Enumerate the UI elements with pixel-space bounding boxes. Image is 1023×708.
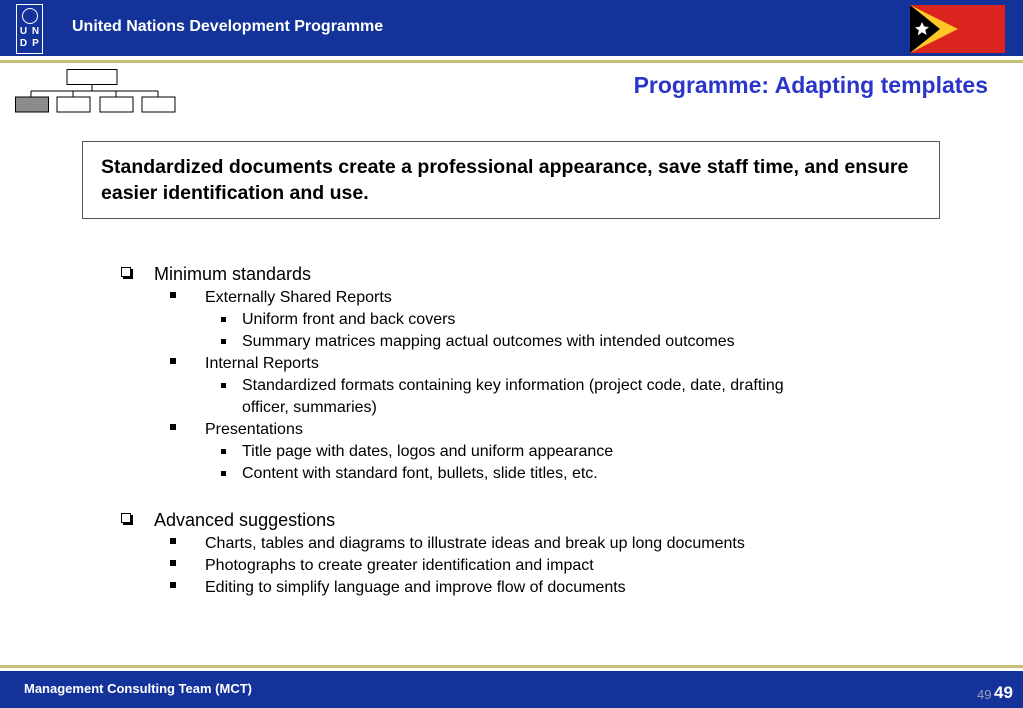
square-bullet-icon <box>170 424 176 430</box>
list-item: Externally Shared Reports <box>205 289 392 306</box>
list-item: Photographs to create greater identification and impact <box>205 557 594 574</box>
org-title: United Nations Development Programme <box>72 18 384 35</box>
square-bullet-icon <box>221 449 226 454</box>
undp-logo <box>16 4 43 54</box>
square-bullet-icon <box>170 538 176 544</box>
checkbox-bullet-icon <box>121 267 131 277</box>
square-bullet-icon <box>170 582 176 588</box>
sub-list-item: Content with standard font, bullets, slide titles, etc. <box>242 465 598 482</box>
square-bullet-icon <box>221 471 226 476</box>
sub-list-item: Uniform front and back covers <box>242 311 456 328</box>
list-item: Editing to simplify language and improve flow of documents <box>205 579 626 596</box>
list-item: Charts, tables and diagrams to illustrate ideas and break up long documents <box>205 535 745 552</box>
sub-list-item: Summary matrices mapping actual outcomes with intended outcomes <box>242 333 735 350</box>
square-bullet-icon <box>170 358 176 364</box>
header-accent-line <box>0 60 1023 63</box>
square-bullet-icon <box>221 339 226 344</box>
section-heading: Advanced suggestions <box>154 510 336 530</box>
footer-accent-line <box>0 665 1023 668</box>
slide-title: Programme: Adapting templates <box>633 72 988 98</box>
sub-list-item: Title page with dates, logos and uniform appearance <box>242 443 614 460</box>
header-banner <box>0 0 1023 56</box>
list-item: Internal Reports <box>205 355 319 372</box>
logo-letter: U <box>19 26 28 37</box>
un-emblem-icon <box>22 8 38 24</box>
sub-list-item: Standardized formats containing key information (project code, date, drafting <box>242 377 784 394</box>
footer-banner <box>0 671 1023 708</box>
page-number-shadow: 49 <box>977 687 992 702</box>
square-bullet-icon <box>170 560 176 566</box>
section-heading: Minimum standards <box>154 264 312 284</box>
org-chart-icon <box>14 68 180 116</box>
checkbox-bullet-icon <box>121 513 131 523</box>
summary-box: Standardized documents create a professional appearance, save staff time, and ensure easier identification and use. <box>82 141 940 219</box>
timor-leste-flag-icon <box>910 5 1005 53</box>
square-bullet-icon <box>221 317 226 322</box>
logo-letter: P <box>32 38 39 49</box>
logo-letter: D <box>19 38 28 49</box>
logo-letter: N <box>31 26 40 37</box>
square-bullet-icon <box>221 383 226 388</box>
sub-list-item-continuation: officer, summaries) <box>242 399 377 416</box>
square-bullet-icon <box>170 292 176 298</box>
page-number: 49 <box>994 683 1013 702</box>
list-item: Presentations <box>205 421 303 438</box>
footer-team-label: Management Consulting Team (MCT) <box>24 681 252 696</box>
